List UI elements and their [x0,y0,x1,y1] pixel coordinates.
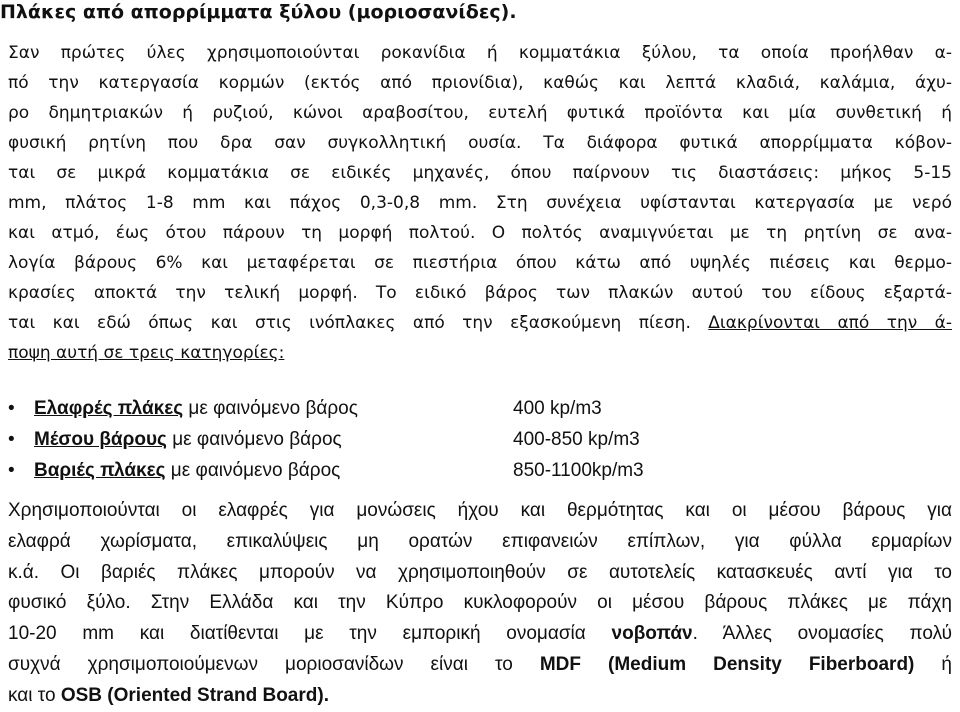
paragraph-line-text: 10-20 mm και διατίθενται με την εμπορική ονομασία [8,623,586,645]
list-item-text [34,424,342,455]
category-description: με φαινόμενο βάρος [188,398,358,419]
category-value: 850-1100kp/m3 [513,460,644,481]
category-description: με φαινόμενο βάρος [172,429,342,450]
paragraph-line: ται σε μικρά κομματάκια σε ειδικές μηχανές, όπου παίρνουν τις διαστάσεις: μήκος 5-15 [8,163,952,183]
category-term: Μέσου βάρους [34,429,167,450]
paragraph-line: ρο δημητριακών ή ρυζιού, κώνοι αραβοσίτου, ευτελή φυτικά προϊόντα και μία συνθετική ή [8,103,952,123]
paragraph-line: κ.ά. Οι βαριές πλάκες μπορούν να χρησιμοποιηθούν σε αυτοτελείς κατασκευές αντί για το [8,561,952,583]
paragraph-line [8,308,952,338]
list-item [8,455,952,486]
bullet-icon: • [8,460,15,481]
paragraph-line: Χρησιμοποιούνται οι ελαφρές για μονώσεις ήχου και θερμότητας και οι μέσου βάρους για [8,500,952,521]
underlined-phrase: ποψη αυτή σε τρεις κατηγορίες: [8,343,285,363]
paragraph-line [8,681,952,712]
product-name-osb: OSB (Oriented Strand Board). [60,684,329,706]
paragraph-line: φυσικό ξύλο. Στην Ελλάδα και την Κύπρο κυκλοφορούν οι μέσου βάρους πλάκες με πάχη [8,592,952,614]
underlined-phrase: Διακρίνονται από την ά- [708,313,953,333]
paragraph-line-text: και το [8,684,56,706]
paragraph-line-text: συχνά χρησιμοποιούμενων μοριοσανίδων είναι το [8,653,513,675]
category-description: με φαινόμενο βάρος [170,460,341,481]
paragraph-line [8,619,952,650]
paragraph-line: mm, πλάτος 1-8 mm και πάχος 0,3-0,8 mm. Στη συνέχεια υφίστανται κατεργασία με νερό [8,193,952,213]
category-term: Ελαφρές πλάκες [34,398,184,419]
paragraph-line-text: . Άλλες ονομασίες πολύ [692,623,953,645]
list-item-text [34,393,358,424]
category-value: 400 kp/m3 [513,398,602,419]
paragraph-line: Σαν πρώτες ύλες χρησιμοποιούνται ροκανίδια ή κομματάκια ξύλου, τα οποία προήλθαν α- [8,43,952,63]
category-term: Βαριές πλάκες [34,460,166,481]
paragraph-line [8,338,952,368]
paragraph-usage [8,496,952,712]
paragraph-line: ελαφρά χωρίσματα, επικαλύψεις μη ορατών επιφανειών επίπλων, για φύλλα ερμαρίων [8,530,952,552]
bullet-icon: • [8,398,15,419]
product-name-mdf: MDF (Medium Density Fiberboard) [539,653,915,675]
category-list [8,393,952,486]
paragraph-line: κρασίες αποκτά την τελική μορφή. Το ειδικό βάρος των πλακών αυτού του είδους εξαρτά- [8,283,952,303]
list-item [8,393,952,424]
paragraph-line-text: ται και εδώ όπως και στις ινόπλακες από την εξασκούμενη πίεση. [8,313,691,333]
list-item-text [34,455,340,486]
paragraph-line: φυσική ρητίνη που δρα σαν συγκολλητική ουσία. Τα διάφορα φυτικά απορρίμματα κόβον- [8,133,952,153]
paragraph-line: πό την κατεργασία κορμών (εκτός από πριονίδια), καθώς και λεπτά κλαδιά, καλάμια, άχυ- [8,73,952,93]
category-value: 400-850 kp/m3 [513,429,640,450]
paragraph-line: λογία βάρους 6% και μεταφέρεται σε πιεστήρια όπου κάτω από υψηλές πιέσεις και θερμο- [8,253,952,273]
paragraph-line [8,650,952,681]
paragraph-line-text: ή [914,653,952,675]
page-title: Πλάκες από απορρίμματα ξύλου (μοριοσανίδες). [0,1,517,23]
paragraph-description [8,38,952,368]
brand-name: νοβοπάν [611,623,693,645]
paragraph-line: και ατμό, έως ότου πάρουν τη μορφή πολτού. Ο πολτός αναμιγνύεται με τη ρητίνη σε ανα- [8,223,952,243]
bullet-icon: • [8,429,15,450]
list-item [8,424,952,455]
